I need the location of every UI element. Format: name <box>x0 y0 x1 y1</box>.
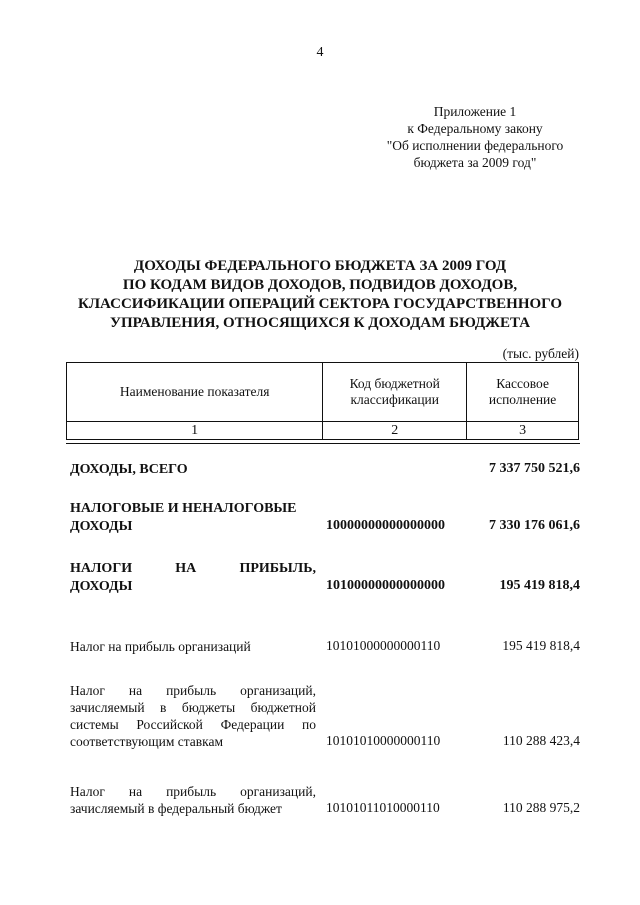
row-name-word: прибыль <box>166 784 217 799</box>
title-line: УПРАВЛЕНИЯ, ОТНОСЯЩИХСЯ К ДОХОДАМ БЮДЖЕТА <box>109 315 531 331</box>
row-amount: 195 419 818,4 <box>502 638 580 653</box>
header-separator-line <box>66 443 580 444</box>
row-name-line <box>70 560 316 578</box>
row-code: 10100000000000000 <box>326 578 445 593</box>
column-number: 2 <box>323 422 467 440</box>
row-name-word: Налог <box>70 784 105 799</box>
column-number: 3 <box>467 422 579 440</box>
row-amount: 110 288 975,2 <box>502 800 580 815</box>
row-name-word: Российской <box>136 717 203 732</box>
header-code-line: классификации <box>350 392 439 407</box>
row-name-line: зачисляемый в федеральный бюджет <box>70 801 282 816</box>
header-amount-line: исполнение <box>488 392 557 407</box>
row-name-line: ДОХОДЫ <box>70 519 133 534</box>
row-name-word: организаций, <box>240 683 316 698</box>
row-amount: 195 419 818,4 <box>499 578 580 593</box>
table-header <box>66 362 579 440</box>
column-number-row <box>67 422 579 440</box>
row-name-line <box>70 716 316 733</box>
appendix-line: бюджета за 2009 год" <box>413 155 537 170</box>
header-amount-cell <box>467 363 579 422</box>
row-code: 10101011010000110 <box>326 800 440 815</box>
row-name-word: бюджеты <box>181 700 236 715</box>
header-amount-line: Кассовое <box>496 376 549 391</box>
row-name-word: зачисляемый <box>70 700 145 715</box>
row-name: Налог на прибыль организаций <box>70 639 251 654</box>
appendix-line: к Федеральному закону <box>407 121 543 136</box>
header-name-cell <box>67 363 323 422</box>
row-code: 10101010000000110 <box>326 733 441 748</box>
row-name <box>70 682 316 750</box>
document-title <box>40 257 600 333</box>
title-line: ДОХОДЫ ФЕДЕРАЛЬНОГО БЮДЖЕТА ЗА 2009 ГОД <box>133 258 507 274</box>
appendix-note <box>360 103 590 171</box>
column-number: 1 <box>67 422 323 440</box>
row-name-line: НАЛОГОВЫЕ И НЕНАЛОГОВЫЕ <box>70 501 297 516</box>
row-name-line: соответствующим ставкам <box>70 734 224 749</box>
row-amount: 7 337 750 521,6 <box>489 461 580 476</box>
row-name-word: системы <box>70 717 119 732</box>
row-amount: 110 288 423,4 <box>502 733 580 748</box>
row-name-word: Федерации <box>220 717 285 732</box>
row-name-word: НА <box>175 561 197 576</box>
row-name <box>70 500 316 536</box>
title-line: ПО КОДАМ ВИДОВ ДОХОДОВ, ПОДВИДОВ ДОХОДОВ, <box>122 277 518 293</box>
row-name-word: по <box>301 717 316 732</box>
row-name-line <box>70 783 316 800</box>
row-name <box>70 560 316 596</box>
header-code-line: Код бюджетной <box>349 376 440 391</box>
row-name: ДОХОДЫ, ВСЕГО <box>70 462 188 477</box>
row-name-word: на <box>128 784 143 799</box>
row-code: 10101000000000110 <box>326 638 441 653</box>
row-name-word: ПРИБЫЛЬ, <box>239 561 316 576</box>
row-name-word: бюджетной <box>250 700 316 715</box>
row-name-line <box>70 699 316 716</box>
row-name-word: организаций, <box>240 784 316 799</box>
header-code-cell <box>323 363 467 422</box>
title-line: КЛАССИФИКАЦИИ ОПЕРАЦИЙ СЕКТОРА ГОСУДАРСТВЕННОГО <box>78 296 562 312</box>
row-amount: 7 330 176 061,6 <box>489 518 580 533</box>
page-number: 4 <box>316 45 324 60</box>
header-name: Наименование показателя <box>119 384 270 399</box>
row-name-word: прибыль <box>166 683 217 698</box>
appendix-line: "Об исполнении федерального <box>386 138 564 153</box>
row-name <box>70 783 316 817</box>
appendix-line: Приложение 1 <box>433 104 517 119</box>
row-name-word: Налог <box>70 683 105 698</box>
row-code: 10000000000000000 <box>326 518 445 533</box>
header-row <box>67 363 579 422</box>
units-label: (тыс. рублей) <box>502 346 579 361</box>
row-name-word: НАЛОГИ <box>70 561 133 576</box>
row-name-line: ДОХОДЫ <box>70 579 133 594</box>
row-name-word: в <box>160 700 167 715</box>
row-name-line <box>70 682 316 699</box>
row-name-word: на <box>128 683 143 698</box>
